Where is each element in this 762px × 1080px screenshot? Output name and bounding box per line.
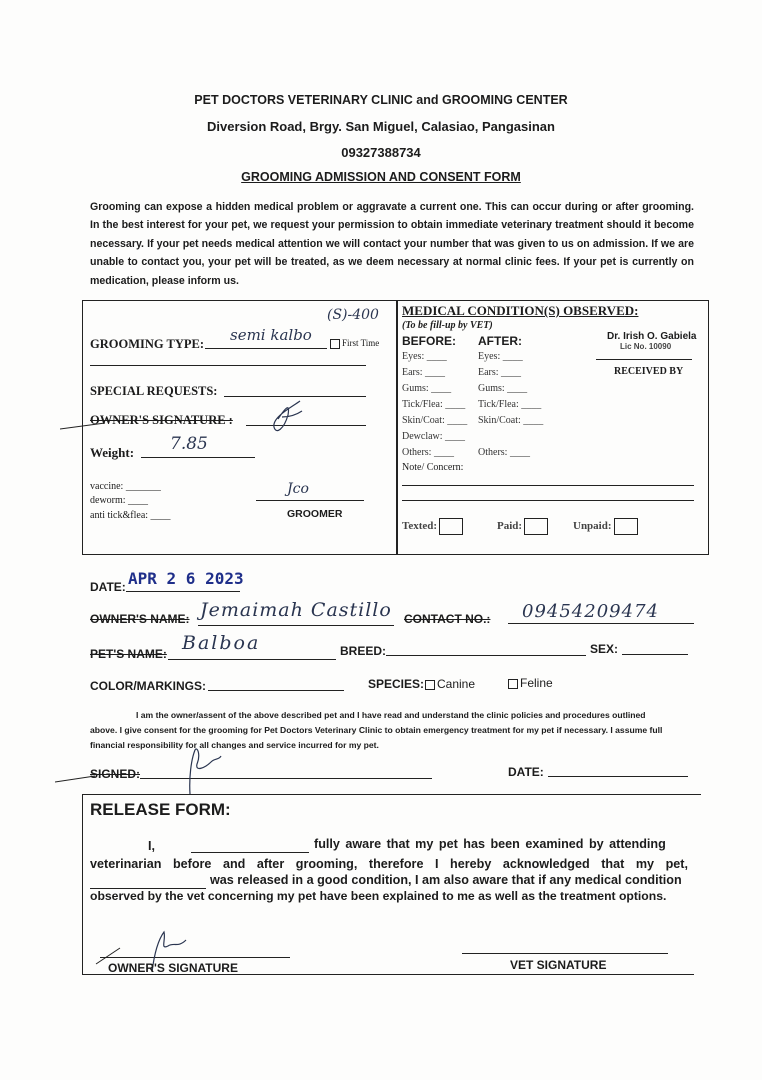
breed-line[interactable] [386,655,586,656]
after-item-label: Gums: [478,383,505,394]
vaccine-label-text: vaccine: [90,481,124,492]
first-time-label: First Time [342,338,380,348]
date-stamp: APR 2 6 2023 [128,569,244,588]
after-item-label: Tick/Flea: [478,399,519,410]
before-item-blank[interactable]: ____ [422,367,446,378]
before-item-blank[interactable]: ____ [424,351,447,362]
weight-line [141,457,255,458]
paid-checkbox[interactable] [524,518,548,535]
pet-name-value[interactable]: Balboa [182,632,261,654]
owner-signature-label: OWNER'S SIGNATURE : [90,413,233,427]
consent-line-2: above. I give consent for the grooming for Pet Doctors Veterinary Clinic to obtain emergency treatment for my pet if necessary. I assume full [90,725,663,735]
feline-label: Feline [520,676,553,690]
before-item-blank[interactable]: ____ [431,447,454,458]
release-line4: observed by the vet concerning my pet have been explained to me as well as the treatment options. [90,889,667,903]
deworm-blank[interactable]: ____ [128,495,149,506]
unpaid-label: Unpaid: [573,520,612,533]
clinic-address: Diversion Road, Brgy. San Miguel, Calasiao, Pangasinan [207,119,555,134]
owner-name-label: OWNER'S NAME: [90,612,190,626]
before-item [402,399,465,410]
before-item-label: Ears: [402,367,423,378]
after-item-label: Ears: [478,367,499,378]
before-item [402,431,465,442]
release-line1: fully aware that my pet has been examined by attending [314,837,666,851]
after-item-blank[interactable]: ____ [518,399,542,410]
contact-line [508,623,694,624]
after-item-label: Eyes: [478,351,501,362]
before-item-blank[interactable]: ____ [444,415,468,426]
clinic-phone: 09327388734 [341,145,421,160]
before-label: BEFORE: [402,334,456,348]
sex-label: SEX: [590,642,619,656]
pet-name-line [168,659,336,660]
weight-value[interactable]: 7.85 [170,434,208,454]
contact-label: CONTACT NO.: [404,612,491,626]
after-item [478,447,530,458]
before-item-blank[interactable]: ____ [442,399,466,410]
date-line [126,591,240,592]
pet-name-label: PET'S NAME: [90,647,167,661]
vet-signature-line[interactable] [462,953,668,954]
before-item-blank[interactable]: ____ [428,383,452,394]
canine-checkbox[interactable] [425,680,435,690]
grooming-extra-line [90,365,366,366]
release-line3: was released in a good condition, I am also aware that if any medical condition [210,873,682,887]
consent-signature-scribble [55,742,255,798]
after-item [478,399,541,410]
before-item-label: Eyes: [402,351,425,362]
anti-tick-label-text: anti tick&flea: [90,510,149,521]
before-item [402,383,451,394]
anti-tick-blank[interactable]: ____ [150,510,171,521]
first-time-checkbox[interactable] [330,339,340,349]
after-item-blank[interactable]: ____ [500,351,523,362]
date-label: DATE: [90,580,126,594]
deworm-label-text: deworm: [90,495,126,506]
canine-option[interactable] [425,677,475,691]
sex-line[interactable] [622,654,688,655]
texted-checkbox[interactable] [439,518,463,535]
after-item-blank[interactable]: ____ [498,367,522,378]
unpaid-field [573,518,638,535]
before-item [402,351,447,362]
received-by-line[interactable] [596,359,692,360]
consent-date-line[interactable] [548,776,688,777]
species-label: SPECIES: [368,677,425,691]
grooming-type-value[interactable]: semi kalbo [230,326,312,344]
special-requests-label: SPECIAL REQUESTS: [90,384,218,398]
groomer-label: GROOMER [287,508,343,520]
before-item [402,415,467,426]
texted-label: Texted: [402,520,438,533]
release-owner-signature-label: OWNER'S SIGNATURE [108,961,238,975]
breed-label: BREED: [340,644,387,658]
intro-paragraph: Grooming can expose a hidden medical problem or aggravate a current one. This can occur during or after grooming. In the best interest for your pet, we request your permission to obtain immediate veterinary treatment should it become necessary. If your pet needs medical attention we will contact your number that was given to us on admission. If we are unable to contact you, your pet will be treated, as we deem necessary at normal clinic fees. If your pet is currently on medication, please inform us. [90,201,694,287]
medical-subtitle: (To be fill-up by VET) [402,320,493,331]
feline-checkbox[interactable] [508,679,518,689]
release-title: RELEASE FORM: [90,800,231,819]
before-item [402,367,445,378]
deworm-label [90,495,148,506]
color-markings-label: COLOR/MARKINGS: [90,679,206,693]
release-line1-prefix: I, [148,839,155,853]
before-item-label: Skin/Coat: [402,415,445,426]
paid-label: Paid: [497,520,523,533]
note-line-1[interactable] [402,485,694,486]
before-item-blank[interactable]: ____ [442,431,466,442]
received-by-label: RECEIVED BY [614,366,684,377]
before-item-label: Dewclaw: [402,431,443,442]
after-item [478,351,523,362]
after-item-label: Skin/Coat: [478,415,521,426]
groomer-line [256,500,364,501]
price-note: (S)-400 [327,307,379,323]
after-item-blank[interactable]: ____ [520,415,544,426]
groomer-value: Jco [287,481,309,497]
after-item [478,415,543,426]
anti-tick-label [90,510,171,521]
feline-option[interactable] [508,676,553,690]
consent-line-3: financial responsibility for all changes and service incurred for my pet. [90,740,379,750]
after-label: AFTER: [478,334,522,348]
before-item [402,447,454,458]
release-line2: veterinarian before and after grooming, therefore I hereby acknowledged that my pet, [90,857,688,871]
first-time-option[interactable] [330,338,379,349]
consent-date-label: DATE: [508,765,544,779]
vaccine-label [90,481,161,492]
contact-value[interactable]: 09454209474 [522,601,659,622]
paid-field [497,518,548,535]
before-item-label: Tick/Flea: [402,399,443,410]
texted-field [402,518,463,535]
clinic-name: PET DOCTORS VETERINARY CLINIC and GROOMING CENTER [194,93,568,107]
signed-label: SIGNED: [90,767,141,781]
owner-name-line [198,625,394,626]
release-name-line[interactable] [191,852,309,853]
after-item-label: Others: [478,447,508,458]
before-item-label: Gums: [402,383,429,394]
medical-title: MEDICAL CONDITION(S) OBSERVED: [402,303,639,318]
consent-line-1: I am the owner/assent of the above described pet and I have read and understand the clinic policies and procedures outlined [136,710,646,720]
vet-license: Lic No. 10090 [620,342,672,351]
grooming-type-line [205,348,327,349]
weight-label: Weight: [90,445,135,460]
after-item-blank[interactable]: ____ [507,447,530,458]
note-line-2[interactable] [402,500,694,501]
vaccine-blank[interactable]: _______ [125,481,161,492]
unpaid-checkbox[interactable] [614,518,638,535]
color-markings-line[interactable] [208,690,344,691]
after-item [478,367,521,378]
vet-signature-label: VET SIGNATURE [510,958,607,972]
canine-label: Canine [437,677,476,691]
owner-name-value[interactable]: Jemaimah Castillo [200,599,392,621]
before-item-label: Others: [402,447,432,458]
form-title: GROOMING ADMISSION AND CONSENT FORM [241,170,521,184]
note-concern-label: Note/ Concern: [402,462,464,473]
after-item [478,383,527,394]
after-item-blank[interactable]: ____ [504,383,528,394]
vet-name: Dr. Irish O. Gabiela [607,331,697,342]
grooming-type-label: GROOMING TYPE: [90,337,205,351]
